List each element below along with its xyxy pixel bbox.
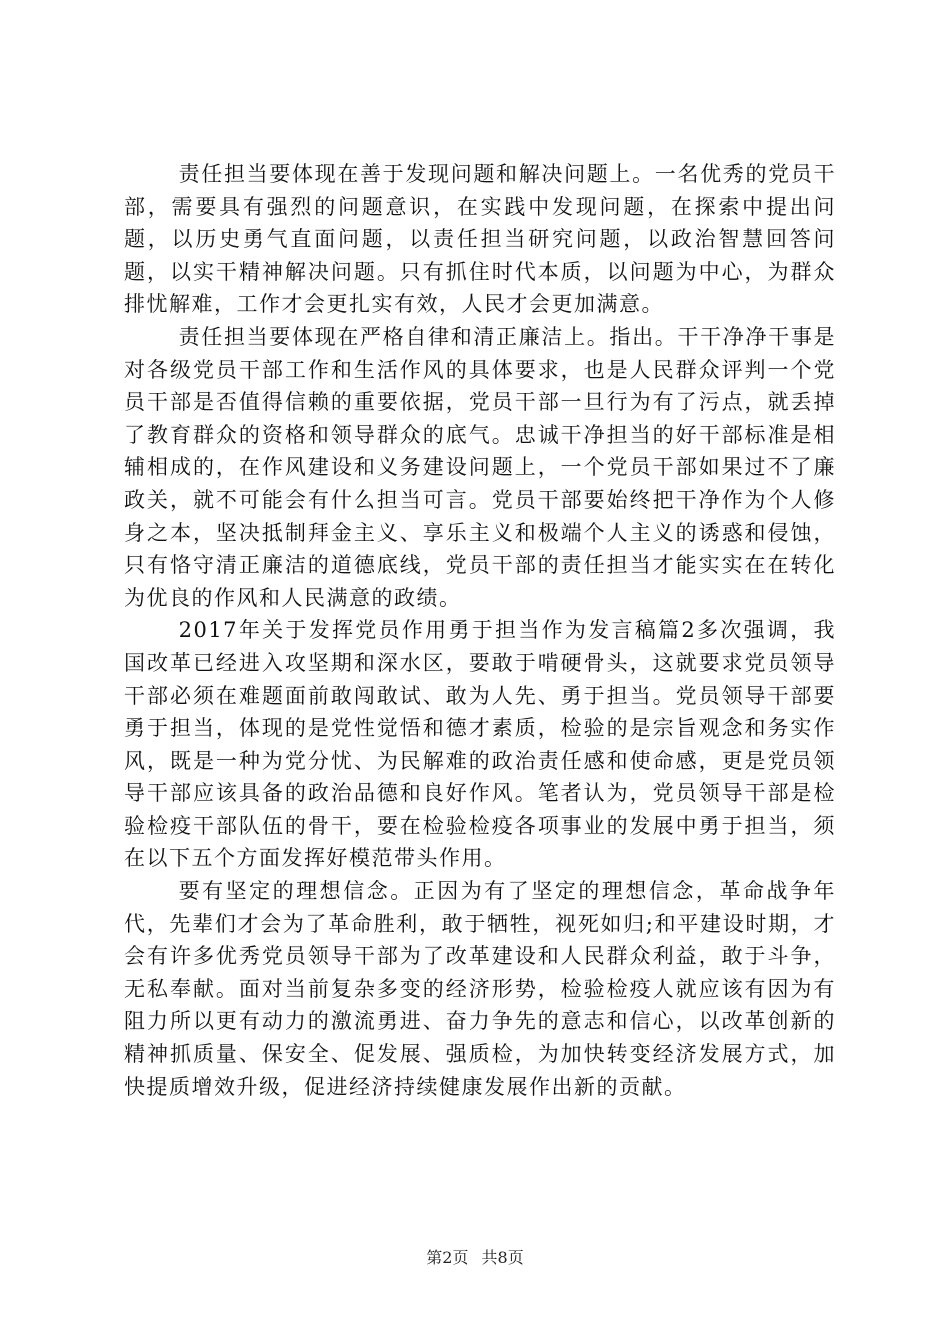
document-body	[124, 158, 836, 1103]
paragraph-speech-intro: 2017年关于发挥党员作用勇于担当作为发言稿篇2多次强调，我国改革已经进入攻坚期和深水区，要敢于啃硬骨头，这就要求党员领导干部必须在难题面前敢闯敢试、敢为人先、勇于担当。党员领导干部要勇于担当，体现的是党性觉悟和德才素质，检验的是宗旨观念和务实作风，既是一种为党分忧、为民解难的政治责任感和使命感，更是党员领导干部应该具备的政治品德和良好作风。笔者认为，党员领导干部是检验检疫干部队伍的骨干，要在检验检疫各项事业的发展中勇于担当，须在以下五个方面发挥好模范带头作用。	[124, 618, 836, 871]
page-footer	[0, 1245, 950, 1268]
paragraph-responsibility-problems: 责任担当要体现在善于发现问题和解决问题上。一名优秀的党员干部，需要具有强烈的问题意识，在实践中发现问题，在探索中提出问题，以历史勇气直面问题，以责任担当研究问题，以政治智慧回答问题，以实干精神解决问题。只有抓住时代本质，以问题为中心，为群众排忧解难，工作才会更扎实有效，人民才会更加满意。	[124, 162, 836, 317]
page-total: 共8页	[481, 1248, 524, 1267]
page-number: 第2页	[426, 1248, 469, 1267]
paragraph-self-discipline: 责任担当要体现在严格自律和清正廉洁上。指出。干干净净干事是对各级党员干部工作和生活作风的具体要求，也是人民群众评判一个党员干部是否值得信赖的重要依据，党员干部一旦行为有了污点，就丢掉了教育群众的资格和领导群众的底气。忠诚干净担当的好干部标准是相辅相成的，在作风建设和义务建设问题上，一个党员干部如果过不了廉政关，就不可能会有什么担当可言。党员干部要始终把干净作为个人修身之本，坚决抵制拜金主义、享乐主义和极端个人主义的诱惑和侵蚀，只有恪守清正廉洁的道德底线，党员干部的责任担当才能实实在在转化为优良的作风和人民满意的政绩。	[124, 324, 836, 610]
paragraph-ideals-beliefs: 要有坚定的理想信念。正因为有了坚定的理想信念，革命战争年代，先辈们才会为了革命胜利，敢于牺牲，视死如归;和平建设时期，才会有许多优秀党员领导干部为了改革建设和人民群众利益，敢于斗争，无私奉献。面对当前复杂多变的经济形势，检验检疫人就应该有因为有阻力所以更有动力的激流勇进、奋力争先的意志和信心，以改革创新的精神抓质量、保安全、促发展、强质检，为加快转变经济发展方式，加快提质增效升级，促进经济持续健康发展作出新的贡献。	[124, 879, 836, 1099]
